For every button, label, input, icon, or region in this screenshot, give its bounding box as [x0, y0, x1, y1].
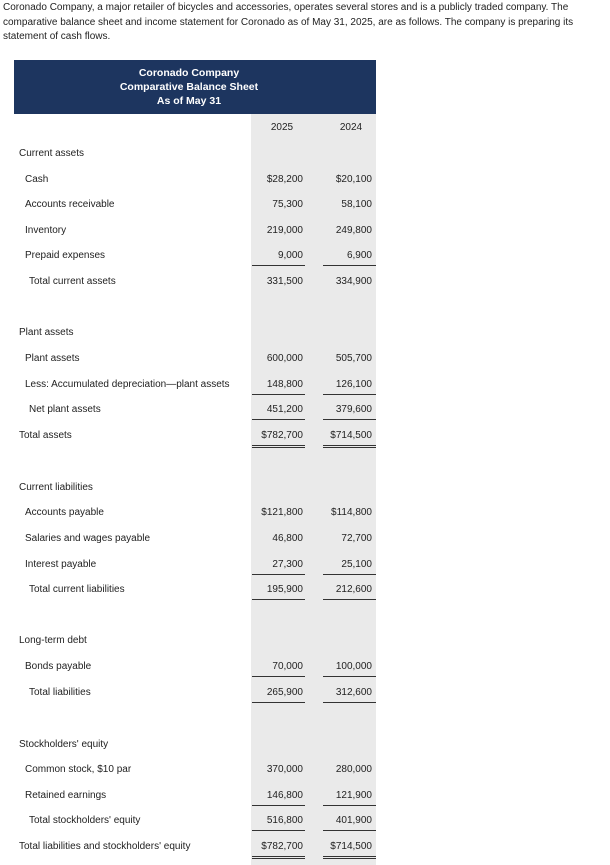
- value-2024: 280,000: [335, 764, 372, 775]
- table-row: [14, 423, 376, 449]
- table-row: [14, 706, 376, 732]
- row-label: Interest payable: [25, 559, 97, 570]
- value-2025: $28,200: [266, 174, 303, 185]
- double-underline: [252, 445, 305, 448]
- table-row: [14, 320, 376, 346]
- row-label: Cash: [25, 174, 49, 185]
- table-row: [14, 552, 376, 578]
- table-row: [14, 526, 376, 552]
- table-row: [14, 834, 376, 860]
- company-name: Coronado Company: [138, 67, 240, 79]
- value-2025: 9,000: [277, 250, 303, 261]
- underline: [323, 676, 376, 677]
- value-2024: 249,800: [335, 225, 372, 236]
- underline: [323, 599, 376, 600]
- value-2025: 148,800: [266, 379, 303, 390]
- row-label: Salaries and wages payable: [25, 533, 151, 544]
- table-row: [14, 577, 376, 603]
- value-2024: 72,700: [341, 533, 372, 544]
- value-2025: 516,800: [266, 815, 303, 826]
- table-row: [14, 372, 376, 398]
- value-2024: 100,000: [335, 661, 372, 672]
- row-label: Net plant assets: [29, 404, 101, 415]
- row-label: Total assets: [19, 430, 72, 441]
- underline: [252, 702, 305, 703]
- table-row: [14, 732, 376, 758]
- underline: [323, 702, 376, 703]
- table-row: [14, 167, 376, 193]
- value-2025: 370,000: [266, 764, 303, 775]
- row-label: Stockholders' equity: [19, 739, 109, 750]
- row-label: Accounts receivable: [25, 199, 115, 210]
- table-row: [14, 269, 376, 295]
- value-2025: 331,500: [266, 276, 303, 287]
- value-2024: 312,600: [335, 687, 372, 698]
- table-row: [14, 243, 376, 269]
- column-header-2025: 2025: [270, 122, 294, 133]
- value-2025: 27,300: [272, 559, 303, 570]
- row-label: Retained earnings: [25, 790, 107, 801]
- table-row: [14, 295, 376, 321]
- value-2024: 334,900: [335, 276, 372, 287]
- table-row: [14, 808, 376, 834]
- row-label: Total current liabilities: [29, 584, 125, 595]
- row-label: Total liabilities: [29, 687, 91, 698]
- underline: [323, 394, 376, 395]
- table-row: [14, 449, 376, 475]
- row-label: Current assets: [19, 148, 85, 159]
- balance-sheet-table: [14, 60, 376, 865]
- intro-text: Coronado Company, a major retailer of bicycles and accessories, operates several stores and is a publicly traded company. The comparative balance sheet and income statement for Coronado as of May 31, 2025, are as follows. The company is preparing its statement of cash flows.: [3, 2, 574, 42]
- underline: [252, 599, 305, 600]
- value-2025: 265,900: [266, 687, 303, 698]
- table-row: [14, 346, 376, 372]
- value-2025: 600,000: [266, 353, 303, 364]
- table-header: [14, 60, 376, 114]
- underline: [252, 394, 305, 395]
- value-2025: 219,000: [266, 225, 303, 236]
- underline: [323, 419, 376, 420]
- row-label: Prepaid expenses: [25, 250, 106, 261]
- value-2025: $782,700: [261, 430, 303, 441]
- table-row: [14, 192, 376, 218]
- value-2024: 25,100: [341, 559, 372, 570]
- table-row: [14, 757, 376, 783]
- row-label: Long-term debt: [19, 635, 87, 646]
- value-2025: 146,800: [266, 790, 303, 801]
- double-underline: [323, 856, 376, 859]
- row-label: Total liabilities and stockholders' equity: [19, 841, 191, 852]
- table-row: [14, 783, 376, 809]
- value-2025: 195,900: [266, 584, 303, 595]
- underline: [323, 830, 376, 831]
- value-2024: $714,500: [330, 841, 372, 852]
- underline: [323, 805, 376, 806]
- row-label: Total current assets: [29, 276, 116, 287]
- underline: [252, 574, 305, 575]
- double-underline: [252, 856, 305, 859]
- underline: [252, 830, 305, 831]
- underline: [252, 419, 305, 420]
- table-row: [14, 628, 376, 654]
- row-label: Plant assets: [25, 353, 80, 364]
- value-2025: $121,800: [261, 507, 303, 518]
- underline: [323, 265, 376, 266]
- table-row: [14, 475, 376, 501]
- row-label: Common stock, $10 par: [25, 764, 132, 775]
- double-underline: [323, 445, 376, 448]
- column-header-2024: 2024: [339, 122, 363, 133]
- value-2024: 58,100: [341, 199, 372, 210]
- row-label: Inventory: [25, 225, 67, 236]
- row-label: Accounts payable: [25, 507, 104, 518]
- table-row: [14, 603, 376, 629]
- underline: [323, 574, 376, 575]
- underline: [252, 805, 305, 806]
- row-label: Less: Accumulated depreciation—plant assets: [25, 379, 230, 390]
- table-row: [14, 500, 376, 526]
- value-2024: 212,600: [335, 584, 372, 595]
- underline: [252, 265, 305, 266]
- value-2024: 126,100: [335, 379, 372, 390]
- table-row: [14, 397, 376, 423]
- value-2024: $114,800: [331, 507, 372, 518]
- row-label: Bonds payable: [25, 661, 92, 672]
- value-2025: 46,800: [272, 533, 303, 544]
- value-2025: $782,700: [261, 841, 303, 852]
- table-row: [14, 141, 376, 167]
- value-2024: 6,900: [346, 250, 372, 261]
- row-label: Plant assets: [19, 327, 74, 338]
- value-2025: 70,000: [272, 661, 303, 672]
- table-row: [14, 680, 376, 706]
- table-row: [14, 218, 376, 244]
- row-label: Total stockholders' equity: [29, 815, 141, 826]
- statement-date: As of May 31: [156, 95, 222, 107]
- value-2024: $714,500: [330, 430, 372, 441]
- table-row: [14, 654, 376, 680]
- value-2024: $20,100: [335, 174, 372, 185]
- value-2024: 121,900: [335, 790, 372, 801]
- value-2024: 505,700: [335, 353, 372, 364]
- row-label: Current liabilities: [19, 482, 93, 493]
- value-2025: 451,200: [266, 404, 303, 415]
- value-2024: 401,900: [335, 815, 372, 826]
- statement-title: Comparative Balance Sheet: [119, 81, 259, 93]
- value-2025: 75,300: [272, 199, 303, 210]
- value-2024: 379,600: [335, 404, 372, 415]
- underline: [252, 676, 305, 677]
